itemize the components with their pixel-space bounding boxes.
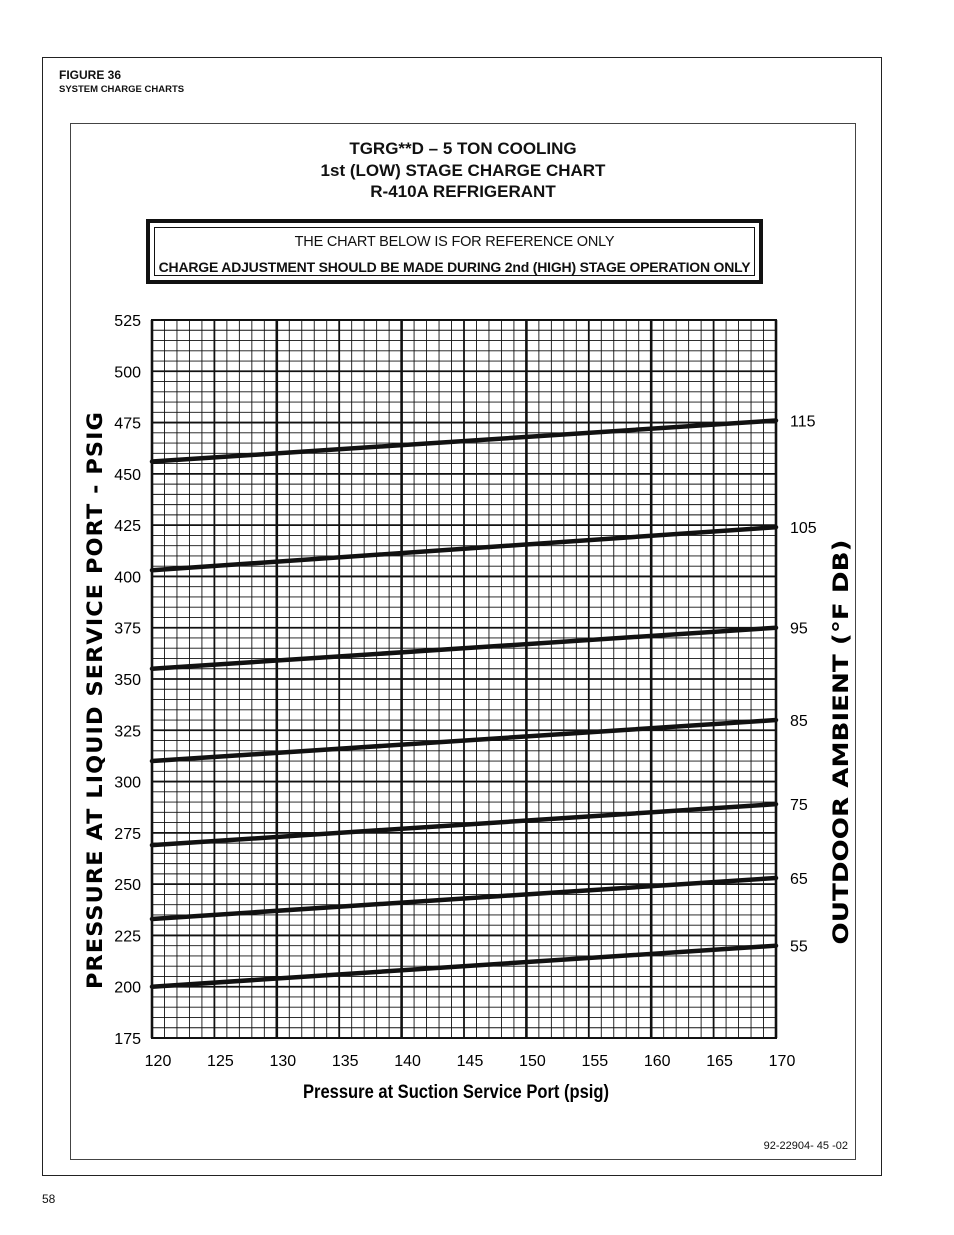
y-tick-label: 525 [114, 313, 141, 330]
y-tick-label: 425 [114, 518, 141, 536]
y-tick-label: 475 [114, 415, 141, 433]
ambient-label-55: 55 [790, 938, 808, 956]
x-tick-label: 130 [269, 1053, 297, 1070]
y-tick-label: 500 [114, 364, 141, 382]
y-tick-label: 275 [114, 825, 141, 843]
secondary-axis-title: OUTDOOR AMBIENT (°F DB) [829, 619, 853, 945]
x-tick-label: 135 [331, 1053, 359, 1070]
ambient-label-105: 105 [790, 520, 817, 538]
ambient-label-85: 85 [790, 713, 808, 731]
notice-reference-only: THE CHART BELOW IS FOR REFERENCE ONLY [294, 234, 615, 250]
notice-charge-adjustment: CHARGE ADJUSTMENT SHOULD BE MADE DURING 2nd (HIGH) STAGE OPERATION ONLY [158, 259, 751, 275]
y-tick-label: 375 [114, 620, 141, 638]
y-tick-label: 300 [114, 774, 141, 792]
ambient-label-115: 115 [790, 413, 816, 431]
y-tick-label: 350 [114, 672, 141, 689]
y-tick-label: 200 [114, 979, 141, 997]
y-tick-label: 225 [114, 928, 141, 946]
chart-title-line-1: TGRG**D – 5 TON COOLING [349, 139, 577, 158]
x-tick-label: 170 [768, 1053, 796, 1070]
figure-label: FIGURE 36 [59, 68, 122, 82]
ambient-label-75: 75 [790, 797, 808, 815]
document-code: 92-22904- 45 -02 [763, 1140, 848, 1152]
y-tick-label: 450 [114, 466, 141, 484]
x-tick-label: 150 [519, 1053, 546, 1070]
y-tick-label: 250 [114, 877, 141, 895]
y-tick-label: 325 [114, 723, 141, 741]
x-tick-label: 120 [144, 1053, 172, 1070]
ambient-label-65: 65 [790, 870, 808, 888]
figure-caption: SYSTEM CHARGE CHARTS [59, 84, 185, 95]
x-tick-label: 155 [581, 1053, 609, 1070]
y-tick-label: 400 [114, 569, 141, 587]
chart-title-line-2: 1st (LOW) STAGE CHARGE CHART [320, 161, 606, 180]
y-tick-label: 175 [114, 1031, 141, 1048]
y-axis-title: PRESSURE AT LIQUID SERVICE PORT - PSIG [83, 447, 107, 989]
x-tick-label: 125 [207, 1053, 234, 1070]
x-tick-label: 140 [394, 1053, 421, 1070]
x-tick-label: 160 [643, 1053, 671, 1070]
x-axis-title: Pressure at Suction Service Port (psig) [303, 1082, 609, 1103]
x-tick-label: 165 [706, 1053, 733, 1070]
page-number: 58 [42, 1192, 56, 1206]
ambient-label-95: 95 [790, 620, 808, 638]
chart-title-line-3: R-410A REFRIGERANT [370, 182, 556, 201]
x-tick-label: 145 [456, 1053, 484, 1070]
